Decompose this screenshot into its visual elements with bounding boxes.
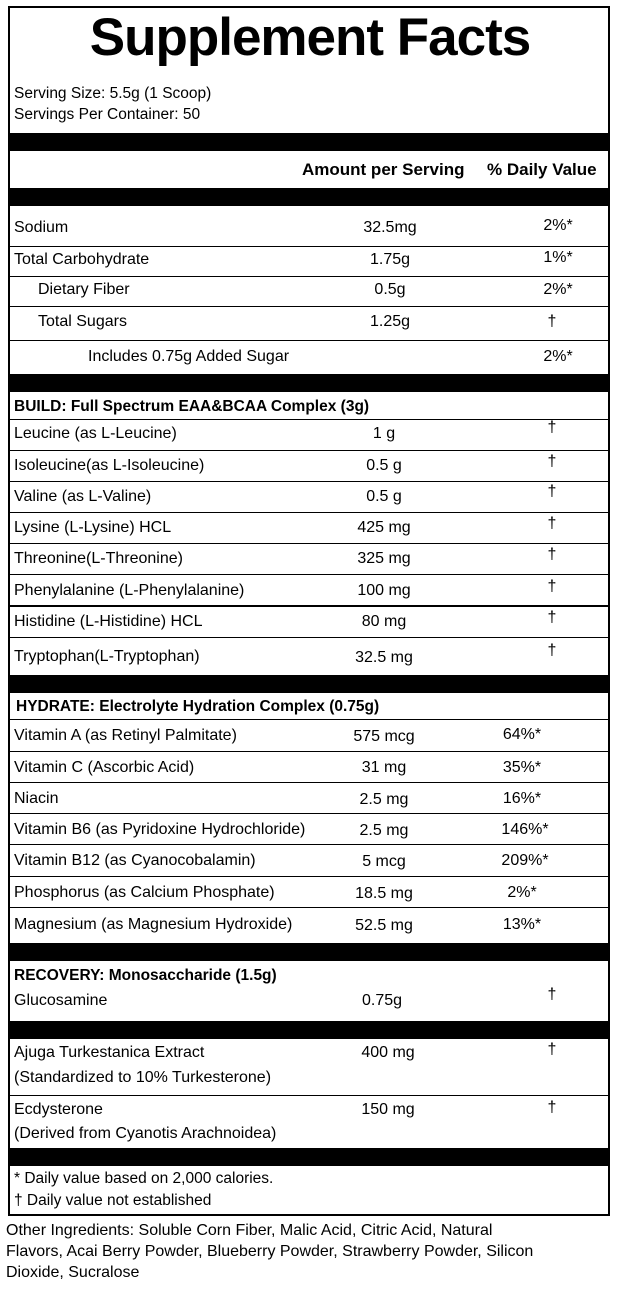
ingredient-amount: 100 mg — [357, 582, 411, 599]
nutrient-name: Includes 0.75g Added Sugar — [88, 348, 290, 365]
vitamin-name: Phosphorus (as Calcium Phosphate) — [14, 884, 275, 901]
serving-size: Serving Size: 5.5g (1 Scoop) — [14, 85, 212, 102]
section-heading-hydrate: HYDRATE: Electrolyte Hydration Complex (0.75g) — [16, 698, 380, 715]
nutrient-amount: 1.75g — [369, 251, 411, 268]
row-divider — [10, 512, 608, 513]
extract-dv: † — [547, 1099, 557, 1116]
row-divider — [10, 340, 608, 341]
ingredient-name: Phenylalanine (L-Phenylalanine) — [14, 582, 245, 599]
row-divider — [10, 844, 608, 845]
ingredient-name: Leucine (as L-Leucine) — [14, 425, 177, 442]
ingredient-amount: 0.75g — [361, 992, 403, 1009]
ingredient-amount: 425 mg — [357, 519, 411, 536]
nutrient-dv: 2%* — [543, 348, 573, 365]
ingredient-amount: 325 mg — [357, 550, 411, 567]
nutrient-amount: 1.25g — [369, 313, 411, 330]
thick-divider — [10, 943, 608, 961]
thick-divider — [10, 1021, 608, 1039]
vitamin-dv: 2%* — [507, 884, 537, 901]
vitamin-name: Magnesium (as Magnesium Hydroxide) — [14, 916, 293, 933]
row-divider — [10, 246, 608, 247]
other-ingredients-line-1: Other Ingredients: Soluble Corn Fiber, Malic Acid, Citric Acid, Natural — [6, 1222, 493, 1239]
ingredient-amount: 0.5 g — [366, 488, 402, 505]
vitamin-amount: 575 mcg — [353, 728, 415, 745]
row-divider — [10, 751, 608, 752]
vitamin-dv: 35%* — [502, 759, 542, 776]
nutrient-name: Total Sugars — [38, 313, 127, 330]
nutrient-dv: † — [547, 313, 557, 330]
ingredient-amount: 32.5 mg — [355, 649, 413, 666]
footnote-not-established: † Daily value not established — [14, 1192, 212, 1209]
vitamin-dv: 209%* — [501, 852, 549, 869]
vitamin-amount: 5 mcg — [362, 853, 406, 870]
vitamin-name: Vitamin B12 (as Cyanocobalamin) — [14, 852, 256, 869]
vitamin-dv: 64%* — [502, 726, 542, 743]
vitamin-amount: 2.5 mg — [359, 822, 409, 839]
row-divider — [10, 574, 608, 575]
vitamin-amount: 31 mg — [361, 759, 407, 776]
vitamin-dv: 146%* — [501, 821, 549, 838]
extract-dv: † — [547, 1041, 557, 1058]
ingredient-name: Tryptophan(L-Tryptophan) — [14, 648, 200, 665]
nutrient-dv: 2%* — [543, 217, 573, 234]
vitamin-name: Vitamin B6 (as Pyridoxine Hydrochloride) — [14, 821, 306, 838]
row-divider — [10, 813, 608, 814]
section-heading-build: BUILD: Full Spectrum EAA&BCAA Complex (3g) — [14, 398, 370, 415]
ingredient-dv: † — [547, 483, 557, 500]
vitamin-name: Vitamin C (Ascorbic Acid) — [14, 759, 195, 776]
row-divider — [10, 306, 608, 307]
other-ingredients-line-3: Dioxide, Sucralose — [6, 1264, 140, 1281]
extract-name: Ecdysterone — [14, 1101, 103, 1118]
thick-divider — [10, 1148, 608, 1166]
ingredient-dv: † — [547, 453, 557, 470]
extract-amount: 400 mg — [361, 1044, 415, 1061]
nutrient-name: Sodium — [14, 219, 69, 236]
row-divider — [10, 782, 608, 783]
ingredient-dv: † — [547, 515, 557, 532]
nutrient-dv: 1%* — [543, 249, 573, 266]
amount-header: Amount per Serving — [302, 160, 465, 179]
extract-description: (Derived from Cyanotis Arachnoidea) — [14, 1125, 277, 1142]
row-divider — [10, 876, 608, 877]
vitamin-amount: 52.5 mg — [355, 917, 413, 934]
nutrient-amount: 0.5g — [374, 281, 406, 298]
ingredient-name: Lysine (L-Lysine) HCL — [14, 519, 172, 536]
ingredient-dv: † — [547, 419, 557, 436]
extract-amount: 150 mg — [361, 1101, 415, 1118]
ingredient-dv: † — [547, 578, 557, 595]
extract-name: Ajuga Turkestanica Extract — [14, 1044, 205, 1061]
thick-divider — [10, 675, 608, 693]
nutrient-name: Dietary Fiber — [38, 281, 130, 298]
footnote-daily-value: * Daily value based on 2,000 calories. — [14, 1170, 274, 1187]
ingredient-dv: † — [547, 986, 557, 1003]
ingredient-amount: 80 mg — [361, 613, 407, 630]
ingredient-name: Histidine (L-Histidine) HCL — [14, 613, 203, 630]
thick-divider — [10, 188, 608, 206]
panel-title: Supplement Facts — [89, 8, 531, 67]
row-divider — [10, 637, 608, 638]
vitamin-amount: 2.5 mg — [359, 791, 409, 808]
row-divider — [10, 605, 608, 607]
vitamin-amount: 18.5 mg — [355, 885, 413, 902]
row-divider — [10, 1095, 608, 1096]
extract-description: (Standardized to 10% Turkesterone) — [14, 1069, 272, 1086]
ingredient-name: Valine (as L-Valine) — [14, 488, 152, 505]
section-heading-recovery: RECOVERY: Monosaccharide (1.5g) — [14, 967, 277, 984]
ingredient-amount: 1 g — [372, 425, 396, 442]
ingredient-name: Isoleucine(as L-Isoleucine) — [14, 457, 205, 474]
row-divider — [10, 719, 608, 720]
servings-per-container: Servings Per Container: 50 — [14, 106, 201, 123]
nutrient-dv: 2%* — [543, 281, 573, 298]
ingredient-dv: † — [547, 642, 557, 659]
ingredient-name: Glucosamine — [14, 992, 108, 1009]
other-ingredients-line-2: Flavors, Acai Berry Powder, Blueberry Powder, Strawberry Powder, Silicon — [6, 1243, 534, 1260]
dv-header: % Daily Value — [487, 160, 597, 179]
nutrient-name: Total Carbohydrate — [14, 251, 150, 268]
thick-divider — [10, 374, 608, 392]
vitamin-dv: 13%* — [502, 916, 542, 933]
row-divider — [10, 276, 608, 277]
ingredient-amount: 0.5 g — [366, 457, 402, 474]
ingredient-dv: † — [547, 546, 557, 563]
vitamin-dv: 16%* — [502, 790, 542, 807]
vitamin-name: Niacin — [14, 790, 59, 807]
row-divider — [10, 543, 608, 544]
nutrient-amount: 32.5mg — [363, 219, 417, 236]
ingredient-name: Threonine(L-Threonine) — [14, 550, 183, 567]
thick-divider — [10, 133, 608, 151]
ingredient-dv: † — [547, 609, 557, 626]
row-divider — [10, 907, 608, 908]
vitamin-name: Vitamin A (as Retinyl Palmitate) — [14, 727, 237, 744]
row-divider — [10, 450, 608, 451]
